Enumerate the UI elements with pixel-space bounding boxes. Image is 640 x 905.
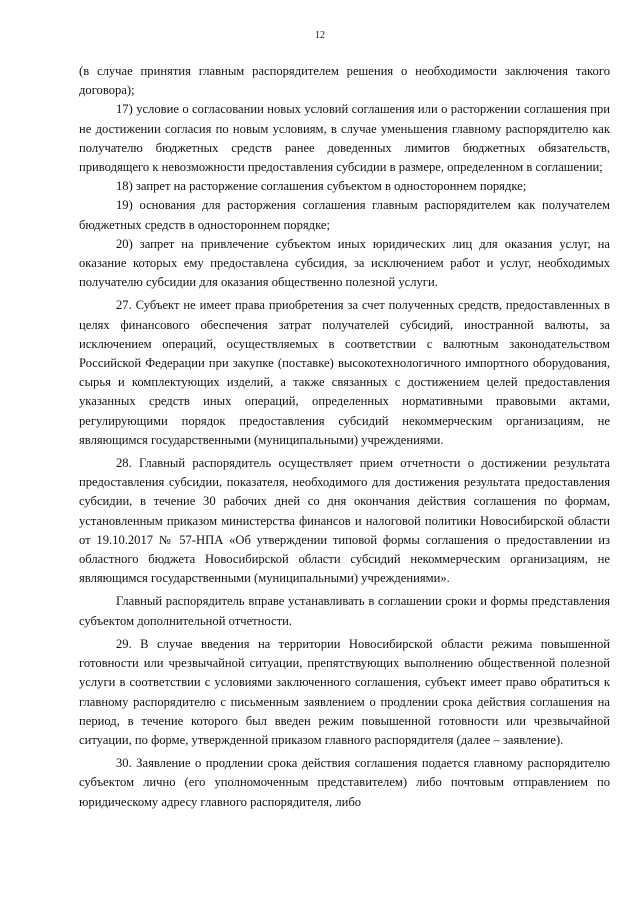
paragraph-clause-28: 28. Главный распорядитель осуществляет прием отчетности о достижении результата предоставления субсидии, показателя, необходимого для достижения результата предоставления субсидии, в течение 30 рабочих дней со дня окончания действия соглашения по формам, установленным приказом министерства финансов и налоговой политики Новосибирской области от 19.10.2017 № 57-НПА «Об утверждении типовой формы соглашения о предоставлении из областного бюджета Новосибирской области субсидий некоммерческим организациям, не являющимся государственными (муниципальными) учреждениями». (79, 456, 610, 586)
paragraph-item-19: 19) основания для расторжения соглашения главным распорядителем как получателем бюджетных средств в одностороннем порядке; (79, 198, 610, 232)
page-number: 12 (315, 30, 325, 41)
paragraph-clause-27: 27. Субъект не имеет права приобретения за счет полученных средств, предоставленных в целях финансового обеспечения затрат получателей субсидий, иностранной валюты, за исключением операций, осуществляемых в соответствии с валютным законодательством Российской Федерации при закупке (поставке) высокотехнологичного импортного оборудования, сырья и комплектующих изделий, а также связанных с достижением целей предоставления указанных средств иных операций, определенных нормативными правовыми актами, регулирующими порядок предоставления субсидий некоммерческим организациям, не являющимся государственными (муниципальными) учреждениями. (79, 298, 610, 447)
paragraph-clause-30: 30. Заявление о продлении срока действия соглашения подается главному распорядителю субъектом лично (его уполномоченным представителем) либо почтовым отправлением по юридическому адресу главного распорядителя, либо (79, 756, 610, 809)
paragraph-continuation: (в случае принятия главным распорядителем решения о необходимости заключения такого договора); (79, 64, 610, 98)
document-body (79, 62, 610, 812)
paragraph-item-18: 18) запрет на расторжение соглашения субъектом в одностороннем порядке; (116, 179, 527, 194)
paragraph-item-17: 17) условие о согласовании новых условий соглашения или о расторжении соглашения при не достижении согласия по новым условиям, в случае уменьшения главному распорядителю как получателю бюджетных средств ранее доведенных лимитов бюджетных обязательств, приводящего к невозможности предоставления субсидии в размере, определенном в соглашении; (79, 102, 610, 175)
paragraph-additional-reporting: Главный распорядитель вправе устанавливать в соглашении сроки и формы представления субъектом дополнительной отчетности. (79, 594, 610, 628)
paragraph-clause-29: 29. В случае введения на территории Новосибирской области режима повышенной готовности или чрезвычайной ситуации, препятствующих выполнению общественной полезной услуги в соответствии с условиями заключенного соглашения, субъект имеет право обратиться к главному распорядителю с письменным заявлением о продлении срока действия соглашения на период, в течение которого был введен режим повышенной готовности или чрезвычайной ситуации, по форме, утвержденной приказом главного распорядителя (далее – заявление). (79, 636, 610, 747)
paragraph-item-20: 20) запрет на привлечение субъектом иных юридических лиц для оказания услуг, на оказание которых ему предоставлена субсидия, за исключением работ и услуг, необходимых получателю субсидии для оказания общественно полезной услуги. (79, 236, 610, 290)
